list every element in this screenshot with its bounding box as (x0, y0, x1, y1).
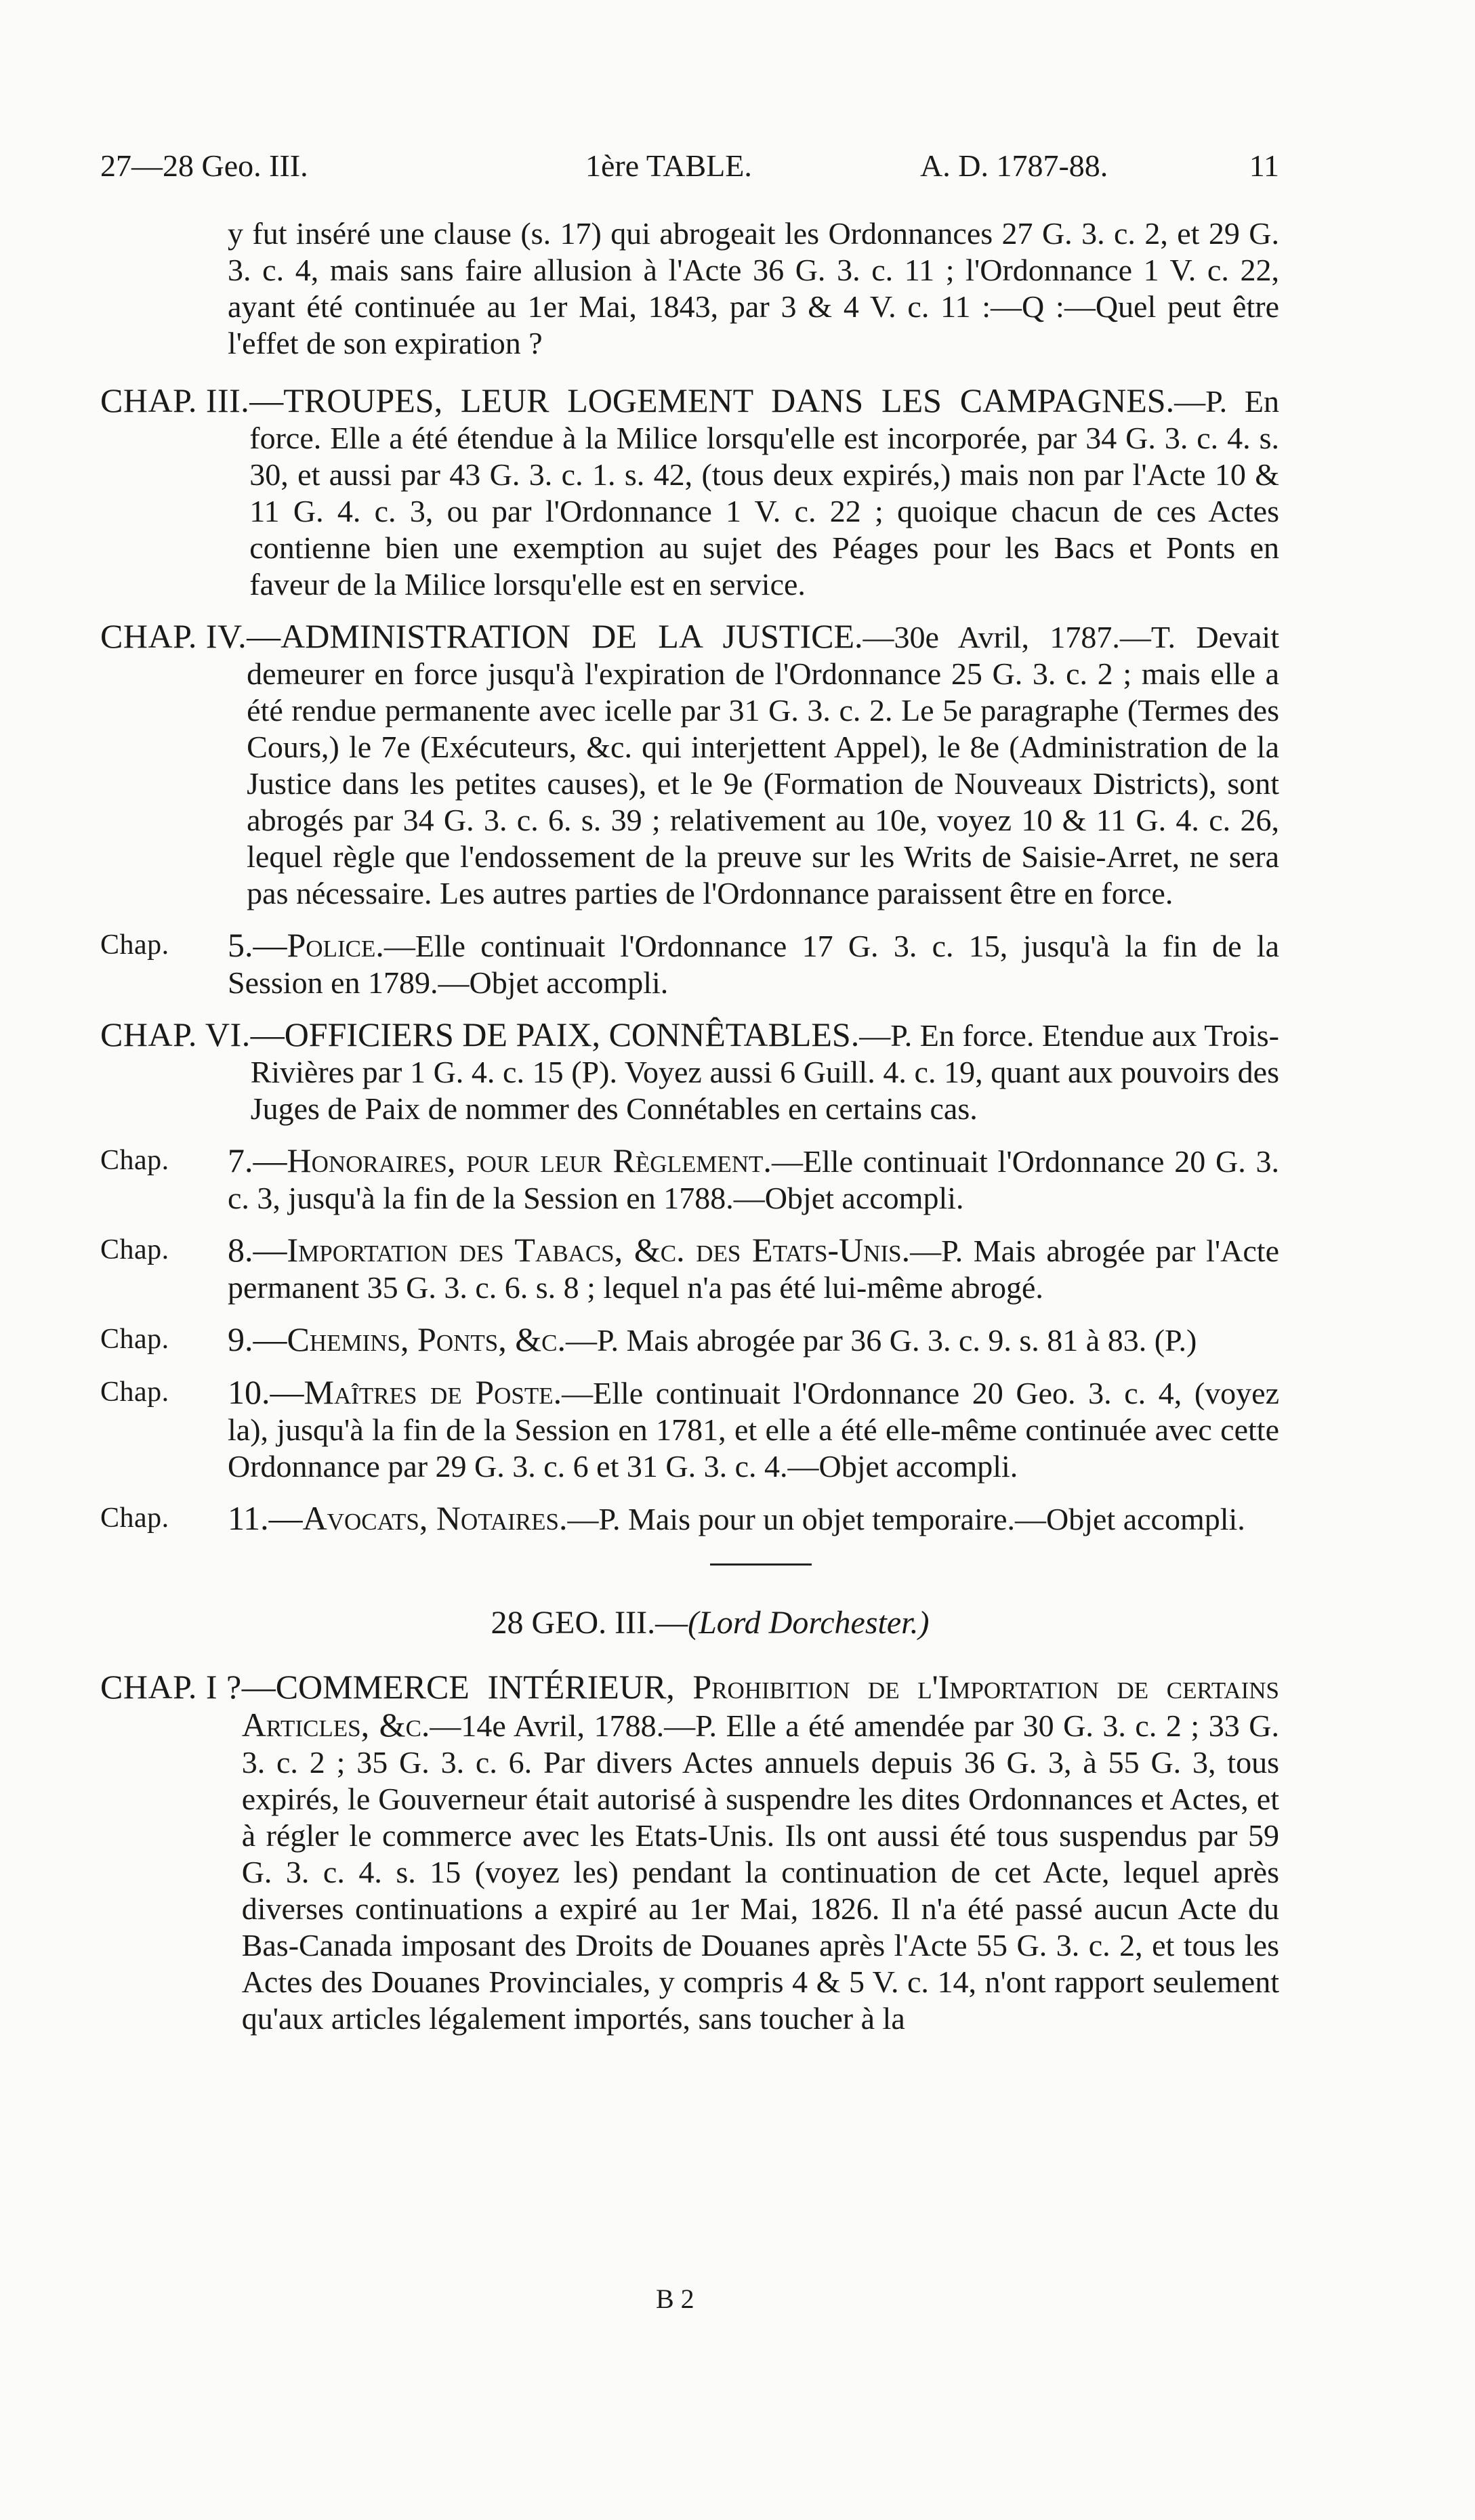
page-number: 11 (1249, 148, 1279, 183)
chapter-body (251, 1016, 1279, 1127)
chapter-label: Chap. (100, 929, 169, 961)
chapter-heading: 10.—Maîtres de Poste. (228, 1373, 562, 1411)
chapter-entry (100, 382, 1279, 603)
running-header (100, 142, 1279, 190)
section-title-governor: (Lord Dorchester.) (688, 1605, 930, 1641)
chapter-body (228, 1500, 1279, 1538)
chapter-heading: —OFFICIERS DE PAIX, CONNÊTABLES. (250, 1015, 860, 1053)
chapter-label: Chap. (100, 1324, 169, 1355)
page-content (100, 215, 1279, 2052)
chapter-label: CHAP. III. (100, 381, 250, 419)
chapter-text: —P. Mais abrogée par 36 G. 3. c. 9. s. 81 à 83. (P.) (565, 1323, 1197, 1358)
chapter-label: Chap. (100, 1377, 169, 1408)
chapter-entry (100, 1668, 1279, 2037)
section-title-main: 28 GEO. III.— (491, 1605, 688, 1641)
continued-paragraph (100, 215, 1279, 362)
chapter-heading: —TROUPES, LEUR LOGEMENT DANS LES CAMPAGNES. (249, 381, 1175, 419)
chapter-body (228, 1142, 1279, 1217)
chapter-heading: 11.—Avocats, Notaires. (228, 1499, 568, 1537)
chapter-text: —P. Mais pour un objet temporaire.—Objet accompli. (567, 1502, 1245, 1536)
chapter-entry (100, 1374, 1279, 1485)
chapter-label: Chap. (100, 1145, 169, 1176)
chapter-heading: —COMMERCE INTÉRIEUR, (241, 1668, 675, 1706)
chapter-body (228, 1321, 1279, 1359)
chapter-entry (100, 1232, 1279, 1306)
chapter-body (247, 618, 1279, 912)
chapter-label: CHAP. I ? (100, 1668, 242, 1706)
chapter-entry (100, 927, 1279, 1001)
chapter-text: —P. En force. Etendue aux Trois-Rivières par 1 G. 4. c. 15 (P). Voyez aussi 6 Guill. 4. c. 19, quant aux pouvoirs des Juges de Paix de nommer des Connétables en certains cas. (250, 1018, 1280, 1126)
chapter-body (249, 382, 1279, 603)
chapter-text: —14e Avril, 1788.—P. Elle a été amendée par 30 G. 3. c. 2 ; 33 G. 3. c. 2 ; 35 G. 3. c. 6. Par divers Actes annuels depuis 36 G. 3, à 55 G. 3, tous expirés, le Gouverneur était autorisé à suspendre les dites Ordonnances et Actes, et à régler le commerce avec les Etats-Unis. Ils ont aussi été tous suspendus par 59 G. 3. c. 4. s. 15 (voyez les) pendant la continuation de cet Acte, lequel après diverses continuations a expiré au 1er Mai, 1826. Il n'a été passé aucun Acte du Bas-Canada imposant des Droits de Douanes après l'Acte 55 G. 3. c. 2, et tous les Actes des Douanes Provinciales, y compris 4 & 5 V. c. 14, n'ont rapport seulement qu'aux articles légalement importés, sans toucher à la (241, 1708, 1279, 2036)
section-divider (710, 1563, 812, 1566)
chapter-label: CHAP. IV. (100, 617, 247, 655)
chapter-text: —Elle continuait l'Ordonnance 20 G. 3. c. 3, jusqu'à la fin de la Session en 1788.—Objet accompli. (228, 1144, 1280, 1215)
header-regnal-years: 27—28 Geo. III. (100, 148, 308, 183)
chapter-entry (100, 1500, 1279, 1538)
chapter-body (228, 1232, 1279, 1306)
chapter-heading: 8.—Importation des Tabacs, &c. des Etats-Unis. (228, 1231, 911, 1269)
chapter-body (242, 1668, 1279, 2037)
continued-text: y fut inséré une clause (s. 17) qui abrogeait les Ordonnances 27 G. 3. c. 2, et 29 G. 3. c. 4, mais sans faire allusion à l'Acte 36 G. 3. c. 11 ; l'Ordonnance 1 V. c. 22, ayant été continuée au 1er Mai, 1843, par 3 & 4 V. c. 11 :—Q :—Quel peut être l'effet de son expiration ? (228, 216, 1279, 360)
chapter-text: —P. En force. Elle a été étendue à la Milice lorsqu'elle est incorporée, par 34 G. 3. c. 4. s. 30, et aussi par 43 G. 3. c. 1. s. 42, (tous deux expirés,) mais non par l'Acte 10 & 11 G. 4. c. 3, ou par l'Ordonnance 1 V. c. 22 ; quoique chacun de ces Actes contienne bien une exemption au sujet des Péages pour les Bacs et Ponts en faveur de la Milice lorsqu'elle est en service. (249, 384, 1279, 602)
chapter-label: CHAP. VI. (100, 1015, 251, 1053)
chapter-entry (100, 1016, 1279, 1127)
signature-mark: B 2 (656, 2284, 694, 2314)
section-title (141, 1605, 1279, 1641)
chapter-entry (100, 1142, 1279, 1217)
chapter-text: —30e Avril, 1787.—T. Devait demeurer en force jusqu'à l'expiration de l'Ordonnance 25 G. 3. c. 2 ; mais elle a été rendue permanente avec icelle par 31 G. 3. c. 2. Le 5e paragraphe (Termes des Cours,) le 7e (Exécuteurs, &c. qui interjettent Appel), le 8e (Administration de la Justice dans les petites causes), et le 9e (Formation de Nouveaux Districts), sont abrogés par 34 G. 3. c. 6. s. 39 ; relativement au 10e, voyez 10 & 11 G. 4. c. 26, lequel règle que l'endossement de la preuve sur les Writs de Saisie-Arret, ne sera pas nécessaire. Les autres parties de l'Ordonnance paraissent être en force. (247, 620, 1279, 910)
chapter-body (228, 1374, 1279, 1485)
chapter-heading: 7.—Honoraires, pour leur Règlement. (228, 1141, 772, 1179)
chapter-label: Chap. (100, 1503, 169, 1534)
chapter-text: —Elle continuait l'Ordonnance 17 G. 3. c. 15, jusqu'à la fin de la Session en 1789.—Objet accompli. (228, 929, 1279, 1000)
chapter-body (228, 927, 1279, 1001)
chapter-entry (100, 618, 1279, 912)
chapter-text: —P. Mais abrogée par l'Acte permanent 35 G. 3. c. 6. s. 8 ; lequel n'a pas été lui-même abrogé. (228, 1234, 1279, 1305)
chapter-heading: 9.—Chemins, Ponts, &c. (228, 1320, 566, 1358)
chapter-label: Chap. (100, 1234, 169, 1265)
chapter-entry (100, 1321, 1279, 1359)
chapter-heading: 5.—Police. (228, 926, 384, 964)
chapter-subheading: Prohibition de l'Importation de certains Articles, &c. (241, 1668, 1279, 1744)
chapter-text: —Elle continuait l'Ordonnance 20 Geo. 3. c. 4, (voyez la), jusqu'à la fin de la Session en 1781, et elle a été elle-même continuée avec cette Ordonnance par 29 G. 3. c. 6 et 31 G. 3. c. 4.—Objet accompli. (228, 1376, 1279, 1484)
header-table-title: 1ère TABLE. (585, 148, 752, 183)
header-year-range: A. D. 1787-88. (920, 148, 1108, 183)
chapter-heading: —ADMINISTRATION DE LA JUSTICE. (247, 617, 863, 655)
